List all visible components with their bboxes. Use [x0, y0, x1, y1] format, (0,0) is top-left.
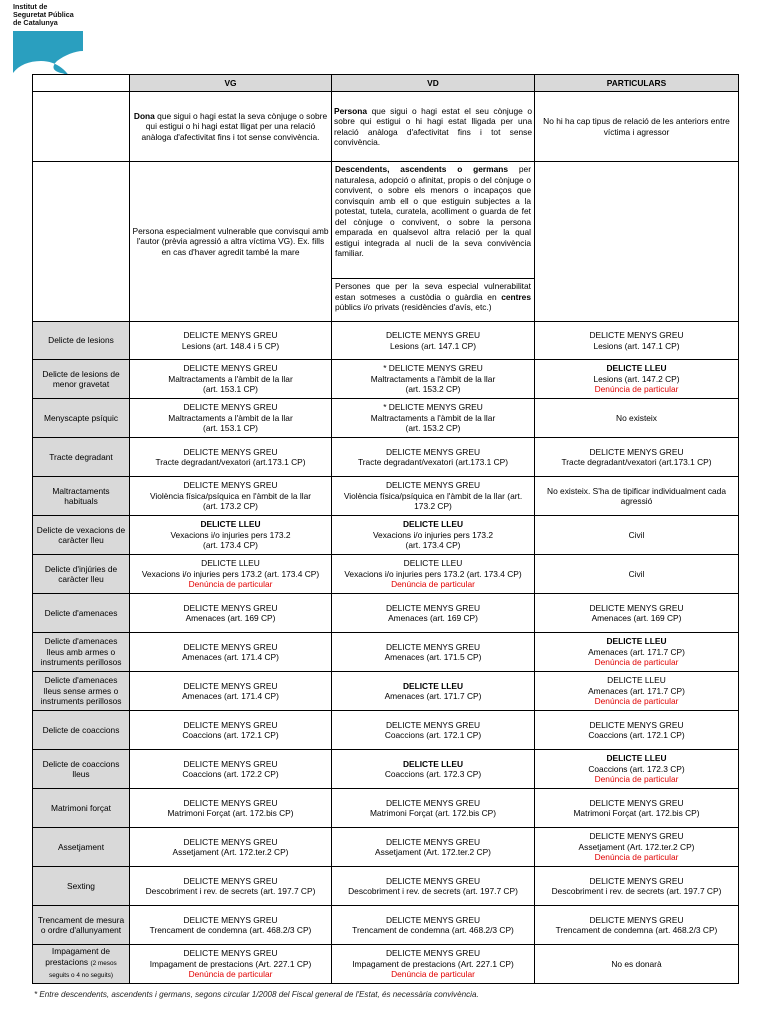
cell-vd [332, 633, 535, 672]
offense-type: DELICTE MENYS GREU [183, 758, 278, 769]
table-row [33, 555, 739, 594]
complaint-note: Denúncia de particular [594, 657, 679, 668]
offense-type: DELICTE LLEU [201, 558, 260, 569]
offense-type: DELICTE LLEU [402, 758, 464, 769]
cell-vd [332, 945, 535, 984]
cell-vg [130, 945, 332, 984]
offense-type: DELICTE MENYS GREU [183, 875, 278, 886]
vd-centres-definition: Persones que per la seva especial vulnerabilitat estan sotmeses a custòdia o guàrdia en centres públics i/o privats (residències d'avís, etc.) [332, 278, 534, 315]
offense-article: Amenaces (art. 171.4 CP) [182, 652, 279, 662]
cell-p [535, 477, 739, 516]
cell-vg [130, 828, 332, 867]
complaint-note: Denúncia de particular [391, 969, 475, 980]
offense-article: Amenaces (art. 171.4 CP) [182, 691, 279, 701]
header-vd: VD [332, 75, 535, 92]
offense-type: DELICTE MENYS GREU [589, 602, 684, 613]
cell-p [535, 789, 739, 828]
offense-type: No existeix. S'ha de tipificar individualment cada agressió [547, 485, 726, 506]
row-header [33, 828, 130, 867]
offense-type: DELICTE MENYS GREU [183, 719, 278, 730]
cell-p [535, 322, 739, 360]
table-row [33, 594, 739, 633]
cell-vd [332, 867, 535, 906]
cell-vd [332, 438, 535, 477]
row-header-label: Delicte d'amenaces lleus sense armes o instruments perillosos [40, 675, 122, 707]
cell-vg [130, 906, 332, 945]
offense-article: Vexacions i/o injuries pers 173.2 [372, 529, 494, 540]
vd-family-definition: Descendents, ascendents o germans per naturalesa, adopció o afinitat, propis o del cònjuge o convivent, o sobre els menors o incapaços que convisquin amb ell o que estiguin subjectes a la potestat, tutela, curatela, acolliment o guarda de fet del cònjuge o convivent, o sobre la persona emparada en qualsevol altra relació per la qual estigui integrada al nucli de la seva convivència familiar. [335, 164, 531, 258]
offense-type: No existeix [616, 412, 657, 423]
offense-type: DELICTE MENYS GREU [183, 446, 278, 457]
cell-vd [332, 672, 535, 711]
cell-vd [332, 516, 535, 555]
offense-type: DELICTE LLEU [200, 519, 261, 530]
table-row [33, 789, 739, 828]
offense-type: DELICTE LLEU [403, 558, 463, 569]
cell-vg [130, 360, 332, 399]
offense-article: Matrimoni Forçat (art. 172.bis CP) [369, 808, 497, 818]
row-header [33, 867, 130, 906]
cell-vg [130, 633, 332, 672]
offense-article: Amenaces (art. 169 CP) [388, 613, 478, 623]
cell-p [535, 750, 739, 789]
offense-article: Impagament de prestacions (Art. 227.1 CP) [149, 958, 312, 969]
offense-article: (art. 153.2 CP) [405, 423, 461, 434]
offense-type: DELICTE MENYS GREU [183, 680, 278, 691]
offense-article: Amenaces (art. 169 CP) [591, 613, 682, 623]
legal-classification-table [32, 74, 739, 984]
cell-vg [130, 322, 332, 360]
offense-article: Assetjament (Art. 172.ter.2 CP) [375, 847, 491, 857]
offense-article: Coaccions (art. 172.1 CP) [182, 730, 279, 740]
cell-vg [130, 477, 332, 516]
offense-article: (art. 153.2 CP) [405, 384, 461, 395]
logo-text: Institut de Seguretat Pública de Catalunya [13, 2, 74, 27]
offense-article: Matrimoni Forçat (art. 172.bis CP) [167, 808, 294, 818]
offense-article: Lesions (art. 147.1 CP) [593, 340, 680, 351]
row-header [33, 945, 130, 984]
row-header-label: Matrimoni forçat [50, 802, 112, 813]
offense-type: No es donarà [611, 958, 662, 969]
offense-type: DELICTE MENYS GREU [385, 836, 480, 847]
footnote: * Entre descendents, ascendents i germans, segons circular 1/2008 del Fiscal general de l'Estat, és necessària convivència. [34, 990, 479, 999]
cell-p [535, 516, 739, 555]
offense-type: DELICTE MENYS GREU [183, 330, 278, 340]
row-header-label: Delicte de lesions [48, 335, 114, 346]
table-row [33, 438, 739, 477]
offense-article: Violència física/psíquica en l'àmbit de la llar [149, 490, 312, 501]
cell-p [535, 828, 739, 867]
offense-type: DELICTE MENYS GREU [589, 797, 684, 808]
row-header [33, 555, 130, 594]
offense-article: Amenaces (art. 171.5 CP) [384, 652, 482, 662]
row-header-label: Menyscapte psíquic [43, 412, 119, 423]
cell-vd [332, 906, 535, 945]
offense-type: DELICTE MENYS GREU [589, 719, 684, 730]
row-header-label: Delicte de coaccions [42, 724, 120, 735]
cell-vd [332, 750, 535, 789]
offense-type: DELICTE MENYS GREU [385, 641, 480, 652]
offense-type: Civil [628, 568, 645, 579]
empty-corner [33, 75, 130, 92]
cell-p [535, 672, 739, 711]
offense-type: DELICTE MENYS GREU [183, 363, 278, 374]
cell-p [535, 438, 739, 477]
offense-article: Vexacions i/o injuries pers 173.2 (art. 173.4 CP) [344, 568, 522, 579]
cell-p [535, 633, 739, 672]
cell-vd [332, 360, 535, 399]
offense-type: * DELICTE MENYS GREU [383, 363, 483, 374]
cell-p [535, 555, 739, 594]
row-header [33, 594, 130, 633]
complaint-note: Denúncia de particular [594, 852, 679, 863]
row-header-label: Assetjament [57, 841, 105, 852]
offense-article: Assetjament (Art. 172.ter.2 CP) [172, 847, 289, 857]
offense-article: (art. 153.1 CP) [203, 384, 258, 395]
cell-vd [332, 322, 535, 360]
empty-side-2 [33, 162, 130, 322]
row-header-label: Delicte d'injúries de caràcter lleu [44, 563, 118, 584]
row-header [33, 399, 130, 438]
cell-vg [130, 711, 332, 750]
row-header-label: Delicte d'amenaces [44, 607, 118, 618]
offense-type: DELICTE MENYS GREU [183, 948, 278, 959]
table-row [33, 672, 739, 711]
offense-article: Maltractaments a l'àmbit de la llar [168, 373, 293, 384]
offense-article: (art. 173.4 CP) [405, 540, 461, 551]
cell-vg [130, 672, 332, 711]
offense-type: * DELICTE MENYS GREU [383, 402, 483, 413]
offense-article: Descobriment i rev. de secrets (art. 197.7 CP) [145, 886, 316, 896]
offense-type: DELICTE MENYS GREU [589, 446, 684, 457]
header-particulars: PARTICULARS [535, 75, 739, 92]
table-row [33, 945, 739, 984]
offense-type: DELICTE LLEU [606, 636, 667, 647]
offense-article: Descobriment i rev. de secrets (art. 197.7 CP) [348, 886, 518, 896]
offense-article: Maltractaments a l'àmbit de la llar [370, 373, 496, 384]
offense-type: DELICTE MENYS GREU [183, 836, 278, 847]
offense-type: DELICTE MENYS GREU [589, 914, 684, 925]
cell-p [535, 945, 739, 984]
cell-p [535, 906, 739, 945]
offense-article: Vexacions i/o injuries pers 173.2 [170, 529, 291, 540]
complaint-note: Denúncia de particular [188, 969, 273, 980]
cell-vg [130, 789, 332, 828]
row-header-label: Delicte de vexacions de caràcter lleu [36, 524, 126, 545]
row-header-note: (2 mesos seguits o 4 no seguits) [49, 959, 117, 980]
table-row [33, 477, 739, 516]
row-header [33, 750, 130, 789]
row-header-label: Tracte degradant [49, 451, 113, 462]
row-header-label: Delicte de coaccions lleus [42, 758, 120, 779]
offense-type: DELICTE MENYS GREU [589, 875, 684, 886]
offense-type: DELICTE LLEU [607, 675, 666, 686]
row-header [33, 360, 130, 399]
row-header-label: Impagament de prestacions [45, 946, 111, 967]
cell-vg [130, 750, 332, 789]
offense-article: Coaccions (art. 172.3 CP) [588, 763, 685, 774]
cell-vg [130, 399, 332, 438]
offense-article: (art. 173.4 CP) [203, 540, 258, 551]
offense-article: Lesions (art. 148.4 i 5 CP) [181, 340, 280, 351]
offense-article: Maltractaments a l'àmbit de la llar [370, 412, 496, 423]
cell-vd [332, 789, 535, 828]
offense-article: Amenaces (art. 171.7 CP) [588, 685, 685, 696]
offense-article: Vexacions i/o injuries pers 173.2 (art. 173.4 CP) [141, 568, 320, 579]
cell-vg [130, 867, 332, 906]
vg-definition-1: Dona que sigui o hagi estat la seva cònjuge o sobre qui estigui o hi hagi estat lligat per una relació anàloga d'afectivitat fins i tot sense convivència. [130, 92, 332, 162]
table-row [33, 633, 739, 672]
row-header [33, 789, 130, 828]
offense-type: DELICTE LLEU [402, 519, 464, 530]
cell-vd [332, 555, 535, 594]
offense-type: DELICTE MENYS GREU [385, 948, 480, 959]
cell-vg [130, 555, 332, 594]
row-header-label: Maltractaments habituals [52, 485, 110, 506]
row-header-label: Trencament de mesura o ordre d'allunyament [37, 914, 125, 935]
offense-type: DELICTE MENYS GREU [183, 602, 278, 613]
row-header-label: Delicte de lesions de menor gravetat [42, 368, 120, 389]
offense-type: DELICTE MENYS GREU [385, 719, 480, 730]
cell-vd [332, 399, 535, 438]
cell-vd [332, 594, 535, 633]
complaint-note: Denúncia de particular [594, 384, 679, 395]
cell-p [535, 867, 739, 906]
offense-type: Civil [628, 529, 645, 540]
offense-article: Coaccions (art. 172.1 CP) [588, 730, 685, 740]
offense-type: DELICTE MENYS GREU [183, 797, 278, 808]
cell-vg [130, 516, 332, 555]
table-row [33, 750, 739, 789]
offense-article: Assetjament (Art. 172.ter.2 CP) [578, 841, 695, 852]
offense-article: Maltractaments a l'àmbit de la llar [168, 412, 293, 423]
particulars-definition-2 [535, 162, 739, 322]
cell-p [535, 594, 739, 633]
offense-article: Coaccions (art. 172.3 CP) [384, 769, 482, 779]
offense-article: Matrimoni Forçat (art. 172.bis CP) [573, 808, 700, 818]
table-row [33, 360, 739, 399]
cell-p [535, 360, 739, 399]
table-row [33, 867, 739, 906]
complaint-note: Denúncia de particular [594, 774, 679, 785]
offense-article: (art. 153.1 CP) [203, 423, 258, 434]
offense-article: Lesions (art. 147.1 CP) [389, 340, 477, 351]
table-row [33, 711, 739, 750]
offense-article: Trencament de condemna (art. 468.2/3 CP) [149, 925, 312, 935]
cell-vd [332, 828, 535, 867]
table-row [33, 516, 739, 555]
offense-article: Lesions (art. 147.2 CP) [593, 373, 680, 384]
row-header [33, 672, 130, 711]
particulars-definition-1: No hi ha cap tipus de relació de les anteriors entre víctima i agressor [535, 92, 739, 162]
offense-type: DELICTE MENYS GREU [385, 797, 480, 808]
offense-article: Descobriment i rev. de secrets (art. 197.7 CP) [551, 886, 722, 896]
cell-vg [130, 438, 332, 477]
table-row [33, 322, 739, 360]
row-header [33, 477, 130, 516]
offense-type: DELICTE MENYS GREU [385, 875, 480, 886]
row-header [33, 633, 130, 672]
offense-article: Impagament de prestacions (Art. 227.1 CP) [352, 958, 514, 969]
cell-vd [332, 711, 535, 750]
vd-definition-1: Persona que sigui o hagi estat el seu cònjuge o sobre qui estigui o hi hagi estat lligada per una relació anàloga d'afectivitat fins i tot sense convivència. [332, 92, 535, 162]
complaint-note: Denúncia de particular [391, 579, 475, 590]
offense-article: Trencament de condemna (art. 468.2/3 CP) [352, 925, 514, 935]
offense-type: DELICTE MENYS GREU [183, 914, 278, 925]
cell-vd [332, 477, 535, 516]
cell-p [535, 711, 739, 750]
offense-article: (art. 173.2 CP) [203, 501, 258, 512]
offense-article: Violència física/psíquica en l'àmbit de la llar (art. 173.2 CP) [343, 490, 523, 512]
offense-type: DELICTE LLEU [402, 680, 464, 691]
vd-definition-2 [332, 162, 535, 322]
empty-side [33, 92, 130, 162]
offense-type: DELICTE MENYS GREU [385, 446, 480, 457]
row-header-label: Sexting [67, 880, 95, 891]
table-row [33, 399, 739, 438]
cell-p [535, 399, 739, 438]
row-header [33, 322, 130, 360]
offense-type: DELICTE MENYS GREU [385, 330, 480, 340]
offense-article: Amenaces (art. 169 CP) [185, 613, 276, 623]
offense-type: DELICTE MENYS GREU [385, 914, 480, 925]
offense-type: DELICTE LLEU [606, 753, 667, 764]
offense-type: DELICTE MENYS GREU [183, 641, 278, 652]
row-header-label: Delicte d'amenaces lleus amb armes o instruments perillosos [40, 636, 122, 668]
offense-article: Amenaces (art. 171.7 CP) [384, 691, 482, 701]
table-row [33, 828, 739, 867]
offense-article: Tracte degradant/vexatori (art.173.1 CP) [561, 457, 712, 467]
offense-article: Trencament de condemna (art. 468.2/3 CP) [555, 925, 718, 935]
offense-type: DELICTE MENYS GREU [385, 602, 480, 613]
cell-vg [130, 594, 332, 633]
offense-article: Coaccions (art. 172.1 CP) [384, 730, 482, 740]
offense-article: Tracte degradant/vexatori (art.173.1 CP) [155, 457, 306, 467]
row-header [33, 711, 130, 750]
offense-type: DELICTE MENYS GREU [385, 480, 480, 491]
offense-type: DELICTE MENYS GREU [589, 330, 684, 340]
row-header [33, 516, 130, 555]
header-vg: VG [130, 75, 332, 92]
offense-article: Amenaces (art. 171.7 CP) [588, 646, 685, 657]
complaint-note: Denúncia de particular [594, 696, 679, 707]
table-row [33, 906, 739, 945]
offense-type: DELICTE LLEU [606, 363, 667, 374]
vg-definition-2: Persona especialment vulnerable que convisqui amb l'autor (prèvia agressió a altra víctima VG). Ex. fills en cas d'haver agredit també la mare [130, 162, 332, 322]
complaint-note: Denúncia de particular [188, 579, 273, 590]
offense-type: DELICTE MENYS GREU [183, 480, 278, 491]
offense-article: Tracte degradant/vexatori (art.173.1 CP) [357, 457, 509, 467]
offense-type: DELICTE MENYS GREU [589, 831, 684, 842]
row-header [33, 438, 130, 477]
row-header [33, 906, 130, 945]
offense-article: Coaccions (art. 172.2 CP) [182, 769, 279, 779]
offense-type: DELICTE MENYS GREU [183, 402, 278, 413]
